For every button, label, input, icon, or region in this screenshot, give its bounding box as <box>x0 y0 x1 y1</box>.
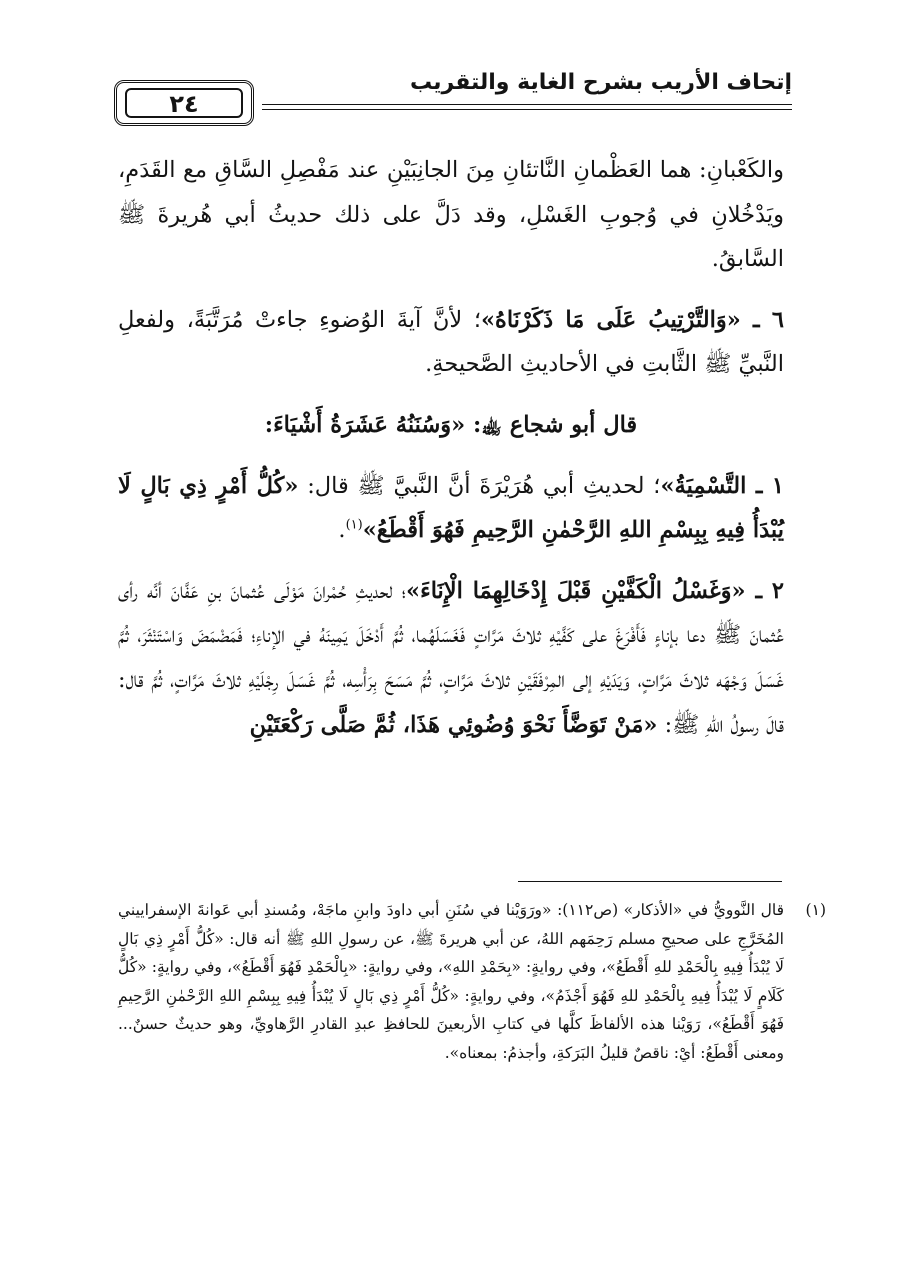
commentary-text: ؛ لأنَّ آيةَ الوُضوءِ جاءتْ مُرَتَّبَةً، ولفعلِ النَّبيِّ ﷺ الثَّابتِ في الأحاديثِ الصَّحيحةِ. <box>118 306 784 378</box>
sentence-end: . <box>338 517 346 544</box>
footnote-number: (١) <box>805 901 826 919</box>
matn-quote: ٢ ـ «وَغَسْلُ الْكَفَّيْنِ قَبْلَ إِدْخَالِهِمَا الْإِنَاءَ» <box>406 577 784 604</box>
page-number-frame <box>114 80 254 126</box>
hadith-quote: «كُلُّ أَمْرٍ ذِي بَالٍ لَا يُبْدَأُ فِيهِ بِبِسْمِ اللهِ الرَّحْمٰنِ الرَّحِيمِ فَهُوَ أَقْطَعُ» <box>118 472 784 544</box>
header-rule <box>262 109 792 110</box>
header-rule <box>262 104 792 105</box>
paragraph: والكَعْبانِ: هما العَظْمانِ النَّاتئانِ مِنَ الجانِبَيْنِ عند مَفْصِلِ السَّاقِ مع القَدَمِ، ويَدْخُلانِ في وُجوبِ الغَسْلِ، وقد دَلَّ على ذلك حديثُ أبي هُريرةَ ﷺ السَّابقُ. <box>118 157 784 273</box>
page-header <box>112 62 792 130</box>
running-title: إتحاف الأريب بشرح الغاية والتقريب <box>409 70 792 95</box>
commentary-text: ؛ لحديثِ أبي هُرَيْرَةَ أنَّ النَّبيَّ ﷺ قال: <box>298 472 661 499</box>
matn-quote: ٦ ـ «وَالتَّرْتِيبُ عَلَى مَا ذَكَرْنَاهُ» <box>480 306 784 333</box>
footnote-separator <box>518 881 782 882</box>
footnote-reference[interactable]: (١) <box>345 517 363 533</box>
page-number: ٢٤ <box>125 88 243 118</box>
section-heading: قال أبو شجاع ﵀: «وَسُنَنُهُ عَشَرَةُ أَشْيَاءَ: <box>264 411 638 438</box>
paragraph <box>118 569 784 747</box>
main-text <box>118 148 784 747</box>
hadith-quote: «مَنْ تَوَضَّأَ نَحْوَ وُضُوئِي هَذَا، ثُمَّ صَلَّى رَكْعَتَيْنِ <box>249 711 658 738</box>
paragraph <box>118 298 784 387</box>
matn-quote: ١ ـ التَّسْمِيَةُ» <box>660 472 784 499</box>
footnote-text: قال النَّوويُّ في «الأذكار» (ص١١٢): «ورَوَيْنا في سُنَنِ أبي داودَ وابنِ ماجَهْ، ومُسندِ أبي عَوانةَ الإسفراييني المُخَرَّجِ على صحيحِ مسلم رَحِمَهم اللهُ، عن أبي هريرةَ ﷺ، عن رسولِ اللهِ ﷺ أنه قال: «كُلُّ أَمْرٍ ذِي بَالٍ لَا يُبْدَأُ فِيهِ بِالْحَمْدِ للهِ أَقْطَعُ»، وفي روايةٍ: «بِحَمْدِ اللهِ»، وفي روايةٍ: «بِالْحَمْدِ فَهُوَ أَقْطَعُ»، وفي روايةٍ: «كُلُّ كَلَامٍ لَا يُبْدَأُ فِيهِ بِالْحَمْدِ للهِ فَهُوَ أَجْذَمُ»، وفي روايةٍ: «كُلُّ أَمْرٍ ذِي بَالٍ لَا يُبْدَأُ فِيهِ بِبِسْمِ اللهِ الرَّحْمٰنِ الرَّحِيمِ فَهُوَ أَقْطَعُ»، رَوَيْنا هذه الألفاظَ كلَّها في كتابِ الأربعينَ للحافظِ عبدِ القادرِ الرَّهاويِّ، وهو حديثٌ حسنٌ... ومعنى أَقْطَعُ: أيْ: ناقصٌ قليلُ البَرَكةِ، وأجذمُ: بمعناه». <box>118 901 784 1062</box>
footnote <box>118 896 826 1068</box>
paragraph <box>118 464 784 553</box>
commentary-text: ؛ لحديثِ حُمْرانَ مَوْلَى عُثمانَ بنِ عَفَّانَ أنَّه رأى عُثمانَ ﷺ دعا بإناءٍ فَأَفْرَغَ على كَفَّيْهِ ثلاثَ مَرَّاتٍ فَغَسَلَهُما، ثُمَّ أَدْخَلَ يَمِينَهُ في الإناءِ؛ فَمَضْمَضَ وَاسْتَنْثَرَ، ثُمَّ غَسَلَ وَجْهَه ثلاثَ مَرَّاتٍ، وَيَدَيْهِ إلى المِرْفَقَيْنِ ثلاثَ مَرَّاتٍ، ثُمَّ مَسَحَ بِرَأْسِه، ثُمَّ غَسَلَ رِجْلَيْهِ ثلاثَ مَرَّاتٍ، ثُمَّ قال: قالَ رسولُ اللهِ ﷺ: <box>118 577 784 738</box>
